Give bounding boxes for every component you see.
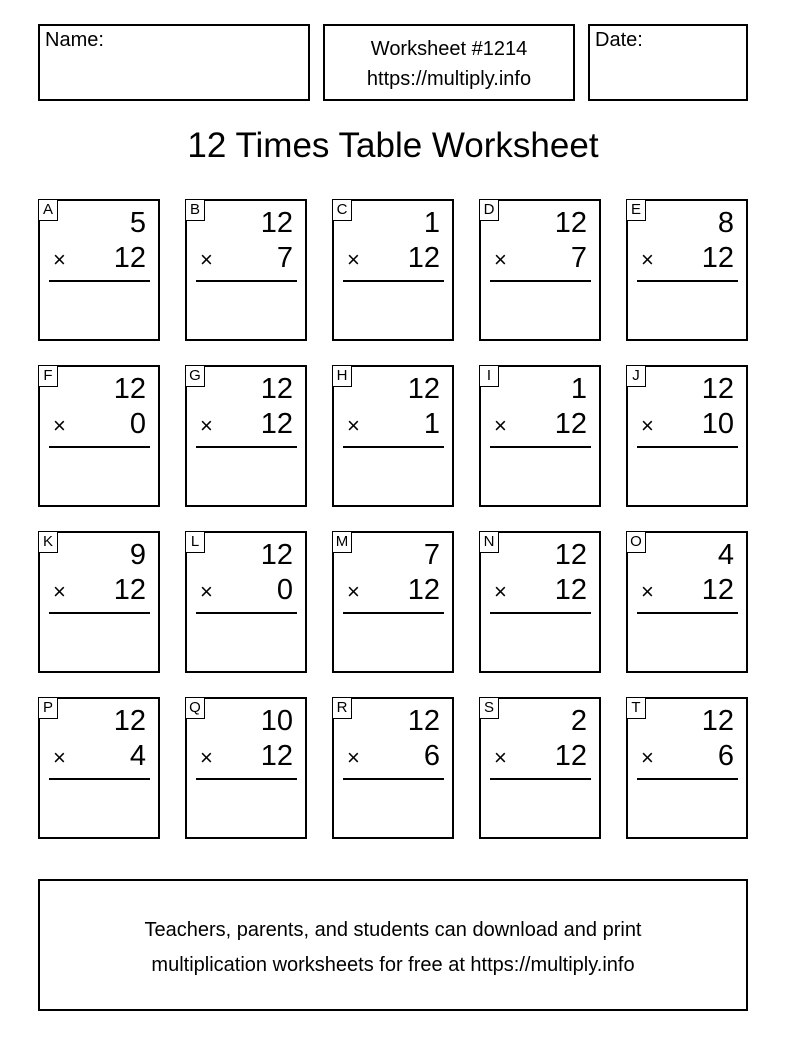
multiplier: 12 bbox=[554, 740, 587, 772]
times-sign: × bbox=[53, 745, 66, 770]
times-sign: × bbox=[53, 413, 66, 438]
answer-rule bbox=[343, 778, 444, 780]
multiplicand: 12 bbox=[260, 207, 293, 239]
answer-rule bbox=[343, 446, 444, 448]
problem-card-k[interactable] bbox=[38, 531, 160, 673]
answer-rule bbox=[637, 612, 738, 614]
times-sign: × bbox=[53, 247, 66, 272]
times-sign: × bbox=[53, 579, 66, 604]
problem-card-m[interactable] bbox=[332, 531, 454, 673]
multiplicand: 9 bbox=[129, 539, 146, 571]
multiplicand: 10 bbox=[260, 705, 293, 737]
multiplier: 7 bbox=[570, 242, 587, 274]
multiplier: 6 bbox=[717, 740, 734, 772]
problem-card-q[interactable] bbox=[185, 697, 307, 839]
multiplier: 0 bbox=[129, 408, 146, 440]
name-label: Name: bbox=[45, 29, 104, 51]
problem-card-a[interactable] bbox=[38, 199, 160, 341]
page-title: 12 Times Table Worksheet bbox=[187, 126, 599, 165]
times-sign: × bbox=[641, 247, 654, 272]
multiplicand: 2 bbox=[570, 705, 587, 737]
problem-letter: K bbox=[38, 531, 58, 553]
multiplier: 12 bbox=[113, 242, 146, 274]
times-sign: × bbox=[347, 247, 360, 272]
problem-card-p[interactable] bbox=[38, 697, 160, 839]
problem-card-o[interactable] bbox=[626, 531, 748, 673]
times-sign: × bbox=[494, 579, 507, 604]
multiplicand: 12 bbox=[701, 373, 734, 405]
problem-card-j[interactable] bbox=[626, 365, 748, 507]
problem-letter: F bbox=[38, 365, 58, 387]
problem-card-d[interactable] bbox=[479, 199, 601, 341]
problem-card-e[interactable] bbox=[626, 199, 748, 341]
date-field[interactable] bbox=[588, 24, 748, 101]
problem-grid bbox=[38, 199, 750, 843]
multiplicand: 12 bbox=[554, 207, 587, 239]
footer-line-1: Teachers, parents, and students can download and print bbox=[144, 919, 642, 941]
times-sign: × bbox=[494, 745, 507, 770]
problem-letter: J bbox=[626, 365, 646, 387]
multiplier: 12 bbox=[113, 574, 146, 606]
multiplicand: 12 bbox=[113, 373, 146, 405]
multiplier: 10 bbox=[701, 408, 734, 440]
footer-line-2: multiplication worksheets for free at https://multiply.info bbox=[151, 954, 635, 976]
problem-letter: O bbox=[626, 531, 646, 553]
multiplier: 0 bbox=[276, 574, 293, 606]
answer-rule bbox=[49, 280, 150, 282]
worksheet-number: Worksheet #1214 bbox=[370, 38, 528, 60]
multiplier: 12 bbox=[701, 574, 734, 606]
name-field[interactable] bbox=[38, 24, 310, 101]
multiplier: 12 bbox=[260, 408, 293, 440]
answer-rule bbox=[49, 612, 150, 614]
problem-letter: M bbox=[332, 531, 352, 553]
multiplicand: 1 bbox=[423, 207, 440, 239]
times-sign: × bbox=[347, 745, 360, 770]
times-sign: × bbox=[200, 247, 213, 272]
problem-letter: S bbox=[479, 697, 499, 719]
answer-rule bbox=[490, 446, 591, 448]
problem-card-g[interactable] bbox=[185, 365, 307, 507]
multiplicand: 12 bbox=[260, 539, 293, 571]
times-sign: × bbox=[347, 579, 360, 604]
answer-rule bbox=[49, 446, 150, 448]
problem-letter: G bbox=[185, 365, 205, 387]
times-sign: × bbox=[641, 413, 654, 438]
problem-card-f[interactable] bbox=[38, 365, 160, 507]
multiplicand: 12 bbox=[260, 373, 293, 405]
multiplicand: 12 bbox=[407, 373, 440, 405]
answer-rule bbox=[490, 280, 591, 282]
problem-card-i[interactable] bbox=[479, 365, 601, 507]
multiplicand: 8 bbox=[717, 207, 734, 239]
times-sign: × bbox=[200, 579, 213, 604]
multiplier: 12 bbox=[260, 740, 293, 772]
multiplicand: 12 bbox=[113, 705, 146, 737]
answer-rule bbox=[637, 446, 738, 448]
times-sign: × bbox=[494, 247, 507, 272]
multiplier: 12 bbox=[407, 574, 440, 606]
problem-letter: B bbox=[185, 199, 205, 221]
answer-rule bbox=[637, 778, 738, 780]
multiplier: 12 bbox=[554, 574, 587, 606]
problem-letter: A bbox=[38, 199, 58, 221]
answer-rule bbox=[343, 612, 444, 614]
problem-letter: T bbox=[626, 697, 646, 719]
problem-card-l[interactable] bbox=[185, 531, 307, 673]
problem-card-n[interactable] bbox=[479, 531, 601, 673]
worksheet-info-box bbox=[323, 24, 575, 101]
answer-rule bbox=[490, 778, 591, 780]
times-sign: × bbox=[641, 745, 654, 770]
answer-rule bbox=[196, 446, 297, 448]
problem-letter: H bbox=[332, 365, 352, 387]
answer-rule bbox=[490, 612, 591, 614]
times-sign: × bbox=[200, 413, 213, 438]
footer-box bbox=[38, 879, 748, 1011]
problem-card-h[interactable] bbox=[332, 365, 454, 507]
times-sign: × bbox=[200, 745, 213, 770]
problem-letter: L bbox=[185, 531, 205, 553]
multiplier: 12 bbox=[701, 242, 734, 274]
multiplier: 7 bbox=[276, 242, 293, 274]
multiplier: 4 bbox=[129, 740, 146, 772]
problem-letter: E bbox=[626, 199, 646, 221]
problem-card-b[interactable] bbox=[185, 199, 307, 341]
problem-letter: I bbox=[479, 365, 499, 387]
date-label: Date: bbox=[595, 29, 643, 51]
problem-card-s[interactable] bbox=[479, 697, 601, 839]
answer-rule bbox=[343, 280, 444, 282]
multiplier: 12 bbox=[554, 408, 587, 440]
problem-letter: C bbox=[332, 199, 352, 221]
answer-rule bbox=[637, 280, 738, 282]
multiplicand: 7 bbox=[423, 539, 440, 571]
times-sign: × bbox=[641, 579, 654, 604]
answer-rule bbox=[196, 612, 297, 614]
problem-letter: D bbox=[479, 199, 499, 221]
multiplicand: 12 bbox=[407, 705, 440, 737]
problem-letter: N bbox=[479, 531, 499, 553]
multiplicand: 5 bbox=[129, 207, 146, 239]
worksheet-url[interactable]: https://multiply.info bbox=[366, 68, 532, 90]
problem-card-r[interactable] bbox=[332, 697, 454, 839]
multiplier: 12 bbox=[407, 242, 440, 274]
multiplier: 1 bbox=[423, 408, 440, 440]
problem-letter: R bbox=[332, 697, 352, 719]
problem-card-t[interactable] bbox=[626, 697, 748, 839]
problem-letter: P bbox=[38, 697, 58, 719]
multiplicand: 12 bbox=[701, 705, 734, 737]
times-sign: × bbox=[494, 413, 507, 438]
multiplicand: 1 bbox=[570, 373, 587, 405]
answer-rule bbox=[49, 778, 150, 780]
multiplicand: 4 bbox=[717, 539, 734, 571]
multiplicand: 12 bbox=[554, 539, 587, 571]
times-sign: × bbox=[347, 413, 360, 438]
problem-letter: Q bbox=[185, 697, 205, 719]
multiplier: 6 bbox=[423, 740, 440, 772]
problem-card-c[interactable] bbox=[332, 199, 454, 341]
answer-rule bbox=[196, 778, 297, 780]
answer-rule bbox=[196, 280, 297, 282]
